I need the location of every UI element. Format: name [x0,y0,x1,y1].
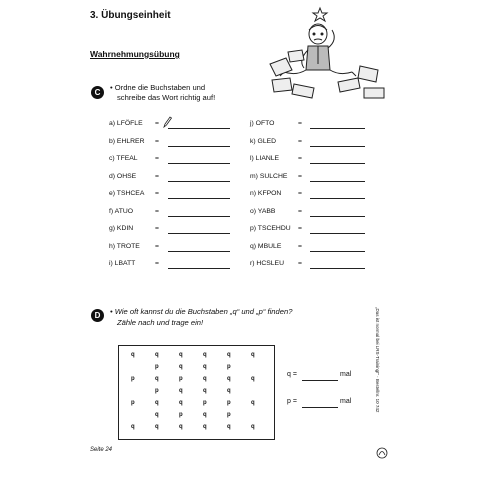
answer-line[interactable] [168,163,230,164]
word-row [250,243,365,255]
grid-letter: q [227,424,231,430]
answer-line[interactable] [168,268,230,269]
grid-letter: q [203,424,207,430]
grid-letter: q [131,424,135,430]
word-row [109,190,230,202]
section-subtitle: Wahrnehmungsübung [90,49,180,59]
answer-q-field[interactable] [302,380,338,381]
grid-letter: p [227,412,231,418]
word-row [109,260,230,272]
exercise-c-instruction-2: schreibe das Wort richtig auf! [117,93,216,102]
scrambled-word: h) TROTE [109,242,140,250]
grid-letter: q [227,352,231,358]
answer-line[interactable] [310,198,365,199]
equals-sign: = [298,155,302,162]
answer-line[interactable] [168,146,230,147]
word-row [109,138,230,150]
scrambled-word: g) KDIN [109,225,134,232]
equals-sign: = [298,120,302,127]
equals-sign: = [155,155,159,162]
answer-line[interactable] [168,216,230,217]
page-title: 3. Übungseinheit [90,10,171,21]
side-publisher-text: „Das ist normal bei LRS-Training!“ · Bestellnr. 10 742 [375,307,380,413]
answer-p-label: p = [287,398,297,405]
grid-letter: q [155,400,159,406]
answer-line[interactable] [168,233,230,234]
scrambled-word: o) YABB [250,207,276,215]
grid-letter: q [203,412,207,418]
answer-line[interactable] [310,216,365,217]
answer-line[interactable] [310,251,365,252]
grid-letter: p [179,376,183,382]
answer-q-suffix: mal [340,371,352,378]
grid-letter: q [251,352,255,358]
exercise-d-badge: D [91,309,104,322]
scrambled-word: e) TSHCEA [109,190,145,197]
publisher-logo [375,446,389,460]
word-row [250,190,365,202]
answer-line[interactable] [310,146,365,147]
word-row [250,120,365,132]
exercise-c-instruction-1: • Ordne die Buchstaben und [110,83,206,92]
equals-sign: = [155,242,159,250]
grid-letter: q [227,376,231,382]
grid-letter: p [131,376,135,382]
grid-letter: q [203,364,207,370]
exercise-d-instruction-1: • Wie oft kannst du die Buchstaben „q“ und „p“ finden? [110,307,293,316]
word-row [109,155,230,167]
word-row [250,155,365,167]
answer-p-field[interactable] [302,407,338,408]
answer-line[interactable] [310,128,365,129]
word-row [250,138,365,150]
grid-letter: q [155,424,159,430]
grid-letter: p [179,412,183,418]
equals-sign: = [155,137,159,145]
word-row [109,208,230,220]
word-row [109,225,230,237]
grid-letter: p [203,400,207,406]
grid-letter: q [179,364,183,370]
scrambled-word: k) GLED [250,137,277,145]
word-row [250,173,365,185]
grid-letter: q [131,352,135,358]
grid-letter: p [155,388,159,394]
equals-sign: = [298,225,302,232]
scrambled-word: d) OHSE [109,172,137,180]
grid-letter: q [179,388,183,394]
grid-letter: q [155,352,159,358]
scrambled-word: j) OFTO [250,120,275,127]
answer-p-suffix: mal [340,398,352,405]
equals-sign: = [155,225,159,232]
equals-sign: = [155,120,159,127]
scrambled-word: b) EHLRER [109,137,145,145]
page-footer: Seite 24 [90,447,113,453]
scrambled-word: n) KFPON [250,190,282,197]
grid-letter: q [155,412,159,418]
grid-letter: q [179,424,183,430]
equals-sign: = [298,190,302,197]
word-row [109,173,230,185]
equals-sign: = [298,242,302,250]
answer-q-label: q = [287,371,297,378]
scrambled-word: i) LBATT [109,260,136,267]
answer-line[interactable] [168,198,230,199]
answer-line[interactable] [168,128,230,129]
equals-sign: = [298,207,302,215]
grid-letter: q [203,352,207,358]
grid-letter: q [155,376,159,382]
equals-sign: = [298,172,302,180]
letter-grid [118,345,275,440]
equals-sign: = [298,260,302,267]
grid-letter: p [227,364,231,370]
scrambled-word: l) LIANLE [250,155,280,162]
grid-letter: q [251,424,255,430]
equals-sign: = [155,172,159,180]
answer-line[interactable] [310,233,365,234]
stressed-student-illustration [268,4,388,100]
word-row [109,243,230,255]
exercise-c-badge: C [91,86,104,99]
grid-letter: q [179,400,183,406]
scrambled-word: r) HCSLEU [250,260,284,267]
answer-line[interactable] [168,251,230,252]
word-row [250,208,365,220]
scrambled-word: q) MBULE [250,242,282,250]
grid-letter: q [203,388,207,394]
exercise-d-instruction-2: Zähle nach und trage ein! [117,318,204,327]
scrambled-word: m) SULCHE [250,172,288,180]
grid-letter: q [251,376,255,382]
word-row [250,260,365,272]
grid-letter: q [251,400,255,406]
scrambled-word: c) TFEAL [109,155,138,162]
grid-letter: q [203,376,207,382]
answer-line[interactable] [310,181,365,182]
grid-letter: p [227,400,231,406]
equals-sign: = [298,137,302,145]
scrambled-word: p) TSCEHDU [250,225,291,232]
pencil-icon [162,116,172,128]
grid-letter: q [227,388,231,394]
grid-letter: p [155,364,159,370]
grid-letter: p [131,400,135,406]
answer-line[interactable] [168,181,230,182]
equals-sign: = [155,260,159,267]
answer-line[interactable] [310,268,365,269]
scrambled-word: a) LFÖFLE [109,120,143,127]
word-row [250,225,365,237]
equals-sign: = [155,190,159,197]
answer-line[interactable] [310,163,365,164]
grid-letter: q [179,352,183,358]
scrambled-word: f) ATUO [109,207,134,215]
equals-sign: = [155,207,159,215]
